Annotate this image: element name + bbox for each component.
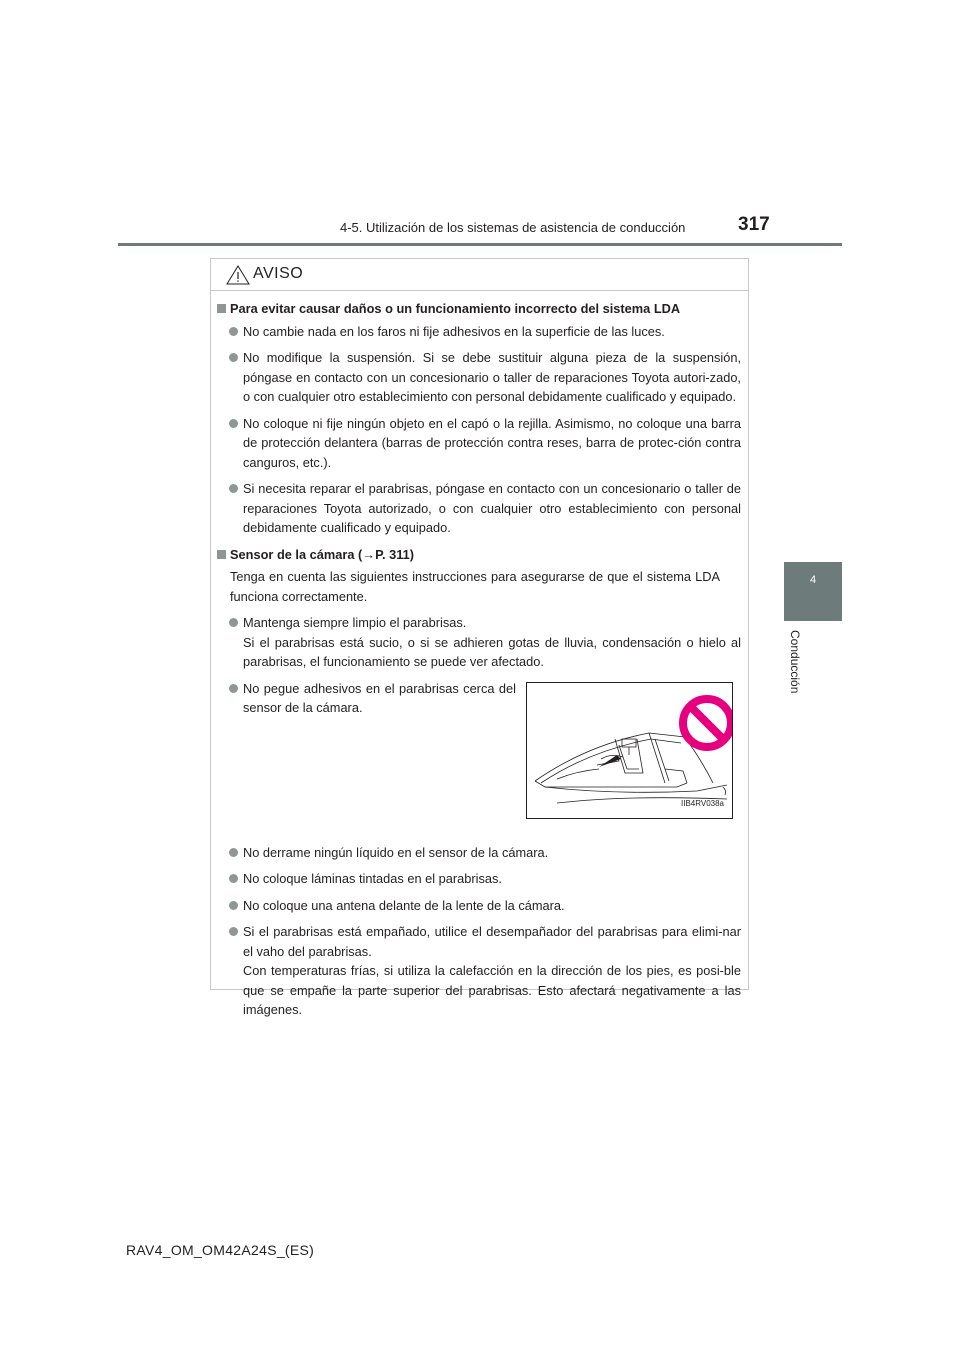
list-item (211, 348, 748, 407)
chapter-label-text: Conducción (788, 630, 802, 694)
warning-content (211, 299, 748, 1027)
bullet-icon (229, 901, 238, 910)
list-item (211, 613, 748, 672)
list-item (211, 843, 748, 863)
list-item (211, 922, 748, 1020)
section-heading-text: Para evitar causar daños o un funcionamiento incorrecto del sistema LDA (230, 301, 681, 316)
list-item (211, 869, 748, 889)
section-square-icon (217, 550, 226, 559)
bullet-icon (229, 419, 238, 428)
list-item (211, 479, 748, 538)
chapter-tab[interactable] (784, 562, 842, 621)
section-intro (211, 567, 748, 606)
bullet-icon (229, 684, 238, 693)
section-heading-text: Sensor de la cámara (→P. 311) (230, 546, 414, 562)
list-item-text: Mantenga siempre limpio el parabrisas. (243, 615, 467, 630)
warning-title: AVISO (253, 265, 304, 282)
list-item-text-continued: Con temperaturas frías, si utiliza la calefacción en la dirección de los pies, es posi-ble que se empañe la parte superior del parabrisas. Esto afectará negativamente a las imágenes. (243, 963, 741, 1017)
list-item (211, 414, 748, 473)
bullet-icon (229, 353, 238, 362)
list-item (211, 679, 516, 718)
chapter-tab-number: 4 (809, 574, 817, 586)
page-number: 317 (738, 214, 770, 235)
chapter-label (786, 630, 804, 700)
section-square-icon (217, 304, 226, 313)
list-item-text: No modifique la suspensión. Si se debe sustituir alguna pieza de la suspensión, póngase en contacto con un concesionario o taller de reparaciones Toyota autori-zado, o con cualquier otro establecimiento con personal debidamente cualificado y equipado. (243, 350, 741, 404)
figure-code: IIB4RV038a (681, 799, 724, 808)
bullet-icon (229, 618, 238, 627)
list-item-text: No coloque una antena delante de la lente de la cámara. (243, 897, 565, 913)
list-item-text-continued: Si el parabrisas está sucio, o si se adhieren gotas de lluvia, condensación o hielo al parabrisas, el funcionamiento se puede ver afectado. (243, 634, 741, 669)
warning-header (211, 259, 748, 291)
bullet-icon (229, 848, 238, 857)
windshield-illustration (526, 682, 733, 819)
warning-triangle-icon (226, 265, 250, 285)
section-intro-text: Tenga en cuenta las siguientes instrucciones para asegurarse de que el sistema LDA funciona correctamente. (230, 569, 720, 604)
bullet-icon (229, 327, 238, 336)
footer-code: RAV4_OM_OM42A24S_(ES) (126, 1242, 315, 1258)
bullet-icon (229, 927, 238, 936)
page-header-title: 4-5. Utilización de los sistemas de asistencia de conducción (340, 220, 686, 235)
section-heading (211, 545, 748, 565)
bullet-icon (229, 874, 238, 883)
list-item (211, 322, 748, 342)
list-item-text: Si el parabrisas está empañado, utilice el desempañador del parabrisas para elimi-nar el vaho del parabrisas. (243, 924, 741, 959)
figure-row (211, 679, 748, 835)
list-item-text: No derrame ningún líquido en el sensor de la cámara. (243, 844, 549, 860)
prohibition-icon (683, 699, 731, 747)
list-item-text: No coloque láminas tintadas en el parabrisas. (243, 871, 502, 886)
list-item-text: No pegue adhesivos en el parabrisas cerca del sensor de la cámara. (243, 680, 516, 715)
list-item-text: Si necesita reparar el parabrisas, póngase en contacto con un concesionario o taller de reparaciones Toyota autorizado, o con cualquier otro establecimiento con personal debidamente cualificado y equipado. (243, 481, 741, 535)
section-heading (211, 299, 748, 319)
warning-box (210, 258, 749, 1017)
bullet-icon (229, 484, 238, 493)
list-item-text: No coloque ni fije ningún objeto en el capó o la rejilla. Asimismo, no coloque una barra de protección delantera (barras de protección contra reses, barra de protec-ción contra canguros, etc.). (243, 415, 741, 470)
list-item-text: No cambie nada en los faros ni fije adhesivos en la superficie de las luces. (243, 323, 665, 339)
header-rule (118, 243, 842, 246)
list-item (211, 896, 748, 916)
